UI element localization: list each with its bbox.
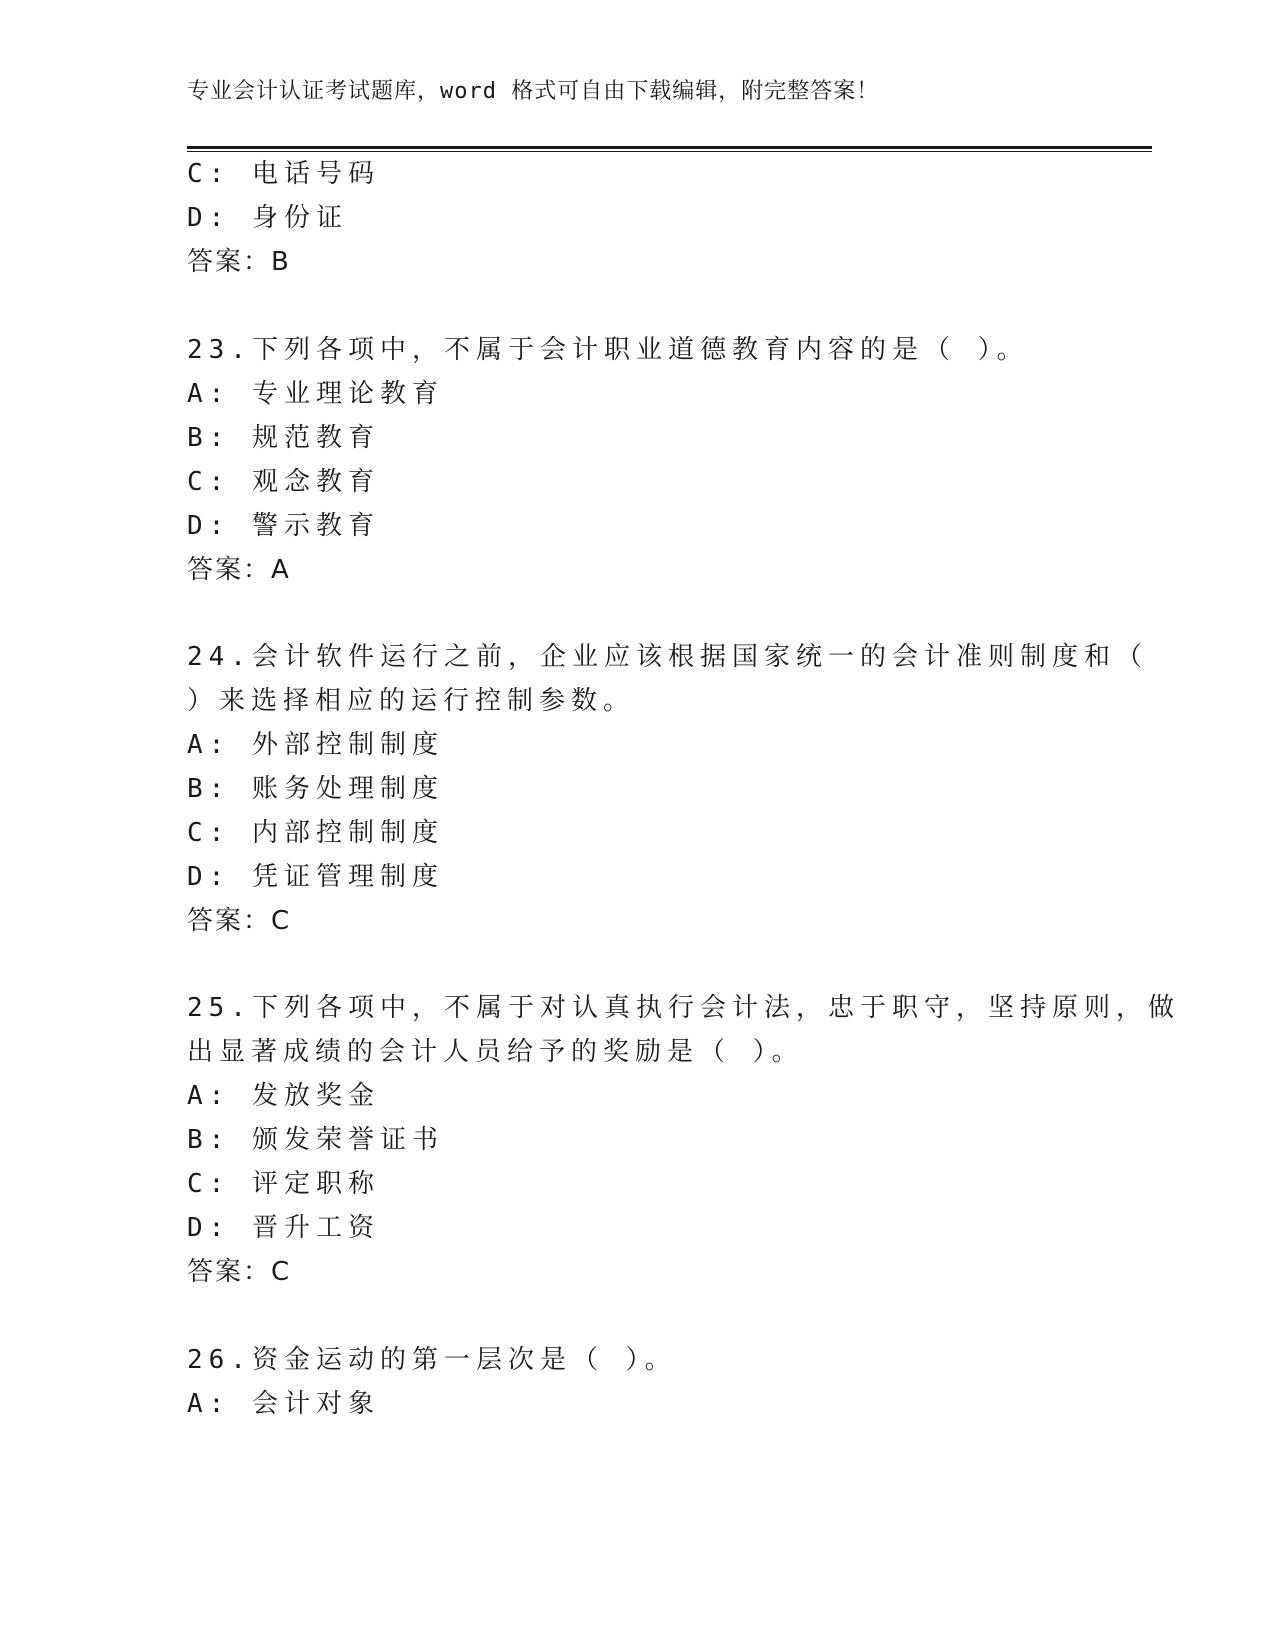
q23-option-b: B: 规范教育 bbox=[187, 423, 380, 453]
q25-option-c: C: 评定职称 bbox=[187, 1169, 380, 1199]
q22-answer: 答案：B bbox=[187, 247, 291, 277]
q25-option-b: B: 颁发荣誉证书 bbox=[187, 1125, 444, 1155]
q23-option-a: A: 专业理论教育 bbox=[187, 379, 444, 409]
q24-stem-line1: 24.会计软件运行之前，企业应该根据国家统一的会计准则制度和（ bbox=[187, 642, 1148, 672]
q24-answer: 答案：C bbox=[187, 906, 292, 936]
header-rule-thick bbox=[187, 146, 1152, 149]
q26-stem: 26.资金运动的第一层次是（ ）。 bbox=[187, 1345, 677, 1375]
q24-stem-line2: ）来选择相应的运行控制参数。 bbox=[187, 686, 636, 716]
q25-answer: 答案：C bbox=[187, 1257, 292, 1287]
q23-option-d: D: 警示教育 bbox=[187, 511, 380, 541]
q25-stem-line1: 25.下列各项中，不属于对认真执行会计法，忠于职守，坚持原则，做 bbox=[187, 993, 1180, 1023]
q23-option-c: C: 观念教育 bbox=[187, 467, 380, 497]
q24-option-c: C: 内部控制制度 bbox=[187, 818, 444, 848]
page-header: 专业会计认证考试题库，word 格式可自由下载编辑，附完整答案！ bbox=[187, 79, 880, 104]
q23-stem: 23.下列各项中，不属于会计职业道德教育内容的是（ ）。 bbox=[187, 335, 1029, 365]
q24-option-d: D: 凭证管理制度 bbox=[187, 862, 444, 892]
q25-stem-line2: 出显著成绩的会计人员给予的奖励是（ ）。 bbox=[187, 1037, 804, 1067]
q23-answer: 答案：A bbox=[187, 555, 291, 585]
q22-option-d: D: 身份证 bbox=[187, 203, 348, 233]
header-rule-thin bbox=[187, 151, 1152, 152]
q26-option-a: A: 会计对象 bbox=[187, 1389, 380, 1419]
q24-option-a: A: 外部控制制度 bbox=[187, 730, 444, 760]
q24-option-b: B: 账务处理制度 bbox=[187, 774, 444, 804]
q25-option-d: D: 晋升工资 bbox=[187, 1213, 380, 1243]
q22-option-c: C: 电话号码 bbox=[187, 159, 380, 189]
q25-option-a: A: 发放奖金 bbox=[187, 1081, 380, 1111]
